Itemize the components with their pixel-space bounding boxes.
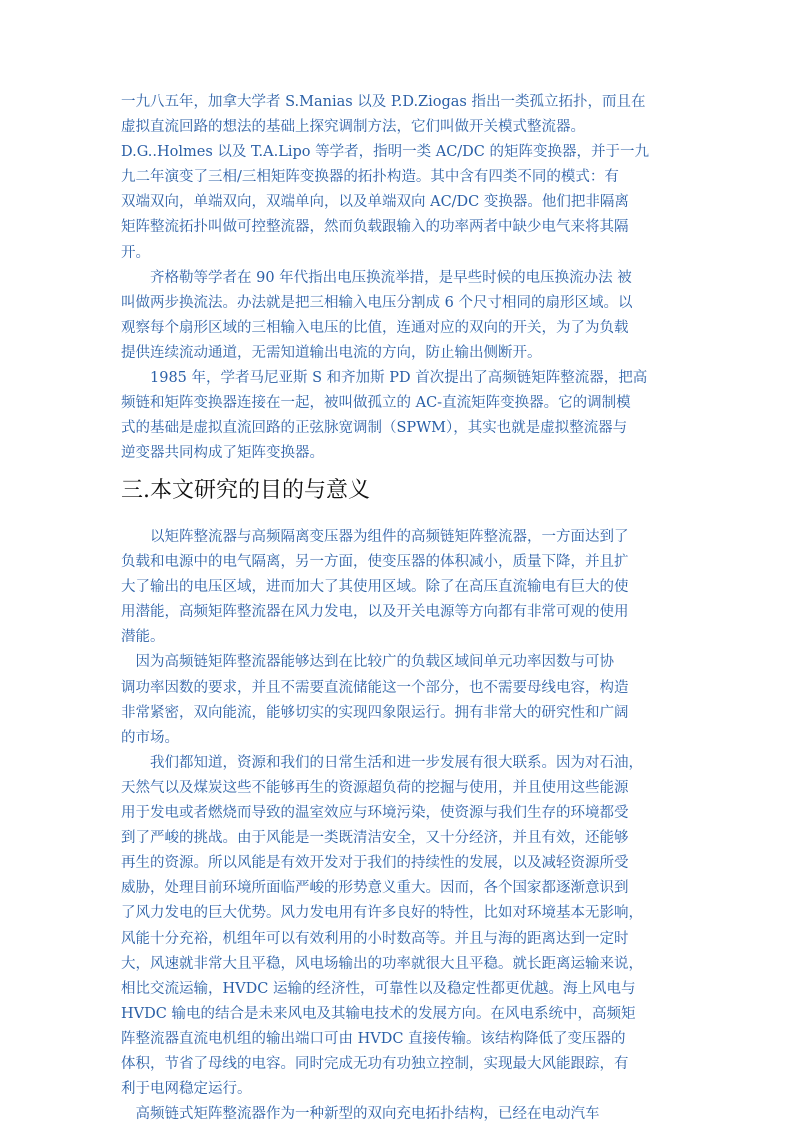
text-line: 的市场。 <box>121 729 179 746</box>
paragraph <box>121 525 675 650</box>
text-line: D.G..Holmes 以及 T.A.Lipo 等学者，指明一类 AC/DC 的矩阵变换器，并于一九 <box>121 144 650 161</box>
text-line: 大了输出的电压区域，进而加大了其使用区域。除了在高压直流输电有巨大的使 <box>121 579 629 596</box>
paragraph <box>121 650 675 750</box>
text-line: 用于发电或者燃烧而导致的温室效应与环境污染，使资源与我们生存的环境都受 <box>121 805 629 822</box>
paragraph <box>121 751 675 1102</box>
text-line: 高频链式矩阵整流器作为一种新型的双向充电拓扑结构，已经在电动汽车 <box>121 1106 600 1123</box>
text-line: 提供连续流动通道，无需知道输出电流的方向，防止输出侧断开。 <box>121 344 542 361</box>
text-line: 开。 <box>121 244 150 261</box>
text-line: 阵整流器直流电机组的输出端口可由 HVDC 直接传输。该结构降低了变压器的 <box>121 1030 626 1047</box>
text-line: 潜能。 <box>121 629 165 646</box>
text-line: 非常紧密，双向能流，能够切实的实现四象限运行。拥有非常大的研究性和广阔 <box>121 704 629 721</box>
text-line: 逆变器共同构成了矩阵变换器。 <box>121 445 324 462</box>
text-line: 到了严峻的挑战。由于风能是一类既清洁安全，又十分经济，并且有效，还能够 <box>121 830 629 847</box>
text-line: 九二年演变了三相/三相矩阵变换器的拓扑构造。其中含有四类不同的模式：有 <box>121 169 619 186</box>
text-line: 大，风速就非常大且平稳，风电场输出的功率就很大且平稳。就长距离运输来说， <box>121 955 643 972</box>
body-section <box>121 525 675 1127</box>
text-line: 体积，节省了母线的电容。同时完成无功有功独立控制，实现最大风能跟踪，有 <box>121 1055 629 1072</box>
text-line: 再生的资源。所以风能是有效开发对于我们的持续性的发展，以及减轻资源所受 <box>121 855 629 872</box>
text-line: 式的基础是虚拟直流回路的正弦脉宽调制（SPWM），其实也就是虚拟整流器与 <box>121 420 628 437</box>
text-line: 叫做两步换流法。办法就是把三相输入电压分割成 6 个尺寸相同的扇形区域。以 <box>121 294 633 311</box>
text-line: 利于电网稳定运行。 <box>121 1081 252 1098</box>
paragraph <box>121 90 675 266</box>
text-line: 相比交流运输，HVDC 运输的经济性，可靠性以及稳定性都更优越。海上风电与 <box>121 980 636 997</box>
text-line: 以矩阵整流器与高频隔离变压器为组件的高频链矩阵整流器，一方面达到了 <box>121 529 629 545</box>
paragraph <box>121 1102 675 1127</box>
text-line: 矩阵整流拓扑叫做可控整流器，然而负载跟输入的功率两者中缺少电气来将其隔 <box>121 219 629 236</box>
text-line: 虚拟直流回路的想法的基础上探究调制方法，它们叫做开关模式整流器。 <box>121 119 585 136</box>
text-line: 威胁，处理目前环境所面临严峻的形势意义重大。因而，各个国家都逐渐意识到 <box>121 880 629 897</box>
paragraph <box>121 266 675 366</box>
text-line: 风能十分充裕，机组年可以有效利用的小时数高等。并且与海的距离达到一定时 <box>121 930 629 947</box>
text-line: 因为高频链矩阵整流器能够达到在比较广的负载区域间单元功率因数与可协 <box>121 654 614 671</box>
text-line: 我们都知道，资源和我们的日常生活和进一步发展有很大联系。因为对石油， <box>121 754 643 771</box>
text-line: 双端双向，单端双向，双端单向，以及单端双向 AC/DC 变换器。他们把非隔离 <box>121 194 629 211</box>
text-line: 齐格勒等学者在 90 年代指出电压换流举措，是早些时候的电压换流办法 被 <box>121 269 632 286</box>
text-line: 用潜能，高频矩阵整流器在风力发电，以及开关电源等方向都有非常可观的使用 <box>121 604 629 621</box>
intro-section <box>121 90 675 466</box>
text-line: 负载和电源中的电气隔离，另一方面，使变压器的体积减小，质量下降，并且扩 <box>121 554 629 571</box>
text-line: 了风力发电的巨大优势。风力发电用有许多良好的特性，比如对环境基本无影响， <box>121 905 643 922</box>
text-line: 天然气以及煤炭这些不能够再生的资源超负荷的挖掘与使用，并且使用这些能源 <box>121 779 629 796</box>
text-line: 调功率因数的要求，并且不需要直流储能这一个部分，也不需要母线电容，构造 <box>121 679 629 696</box>
paragraph <box>121 366 675 466</box>
text-line: 观察每个扇形区域的三相输入电压的比值，连通对应的双向的开关，为了为负载 <box>121 319 629 336</box>
section-heading: 三.本文研究的目的与意义 <box>121 478 370 503</box>
text-line: 1985 年，学者马尼亚斯 S 和齐加斯 PD 首次提出了高频链矩阵整流器，把高 <box>121 370 648 387</box>
text-line: 频链和矩阵变换器连接在一起，被叫做孤立的 AC-直流矩阵变换器。它的调制模 <box>121 395 631 412</box>
text-line: 一九八五年，加拿大学者 S.Manias 以及 P.D.Ziogas 指出一类孤立拓扑，而且在 <box>121 94 646 110</box>
text-line: HVDC 输电的结合是未来风电及其输电技术的发展方向。在风电系统中，高频矩 <box>121 1005 636 1022</box>
